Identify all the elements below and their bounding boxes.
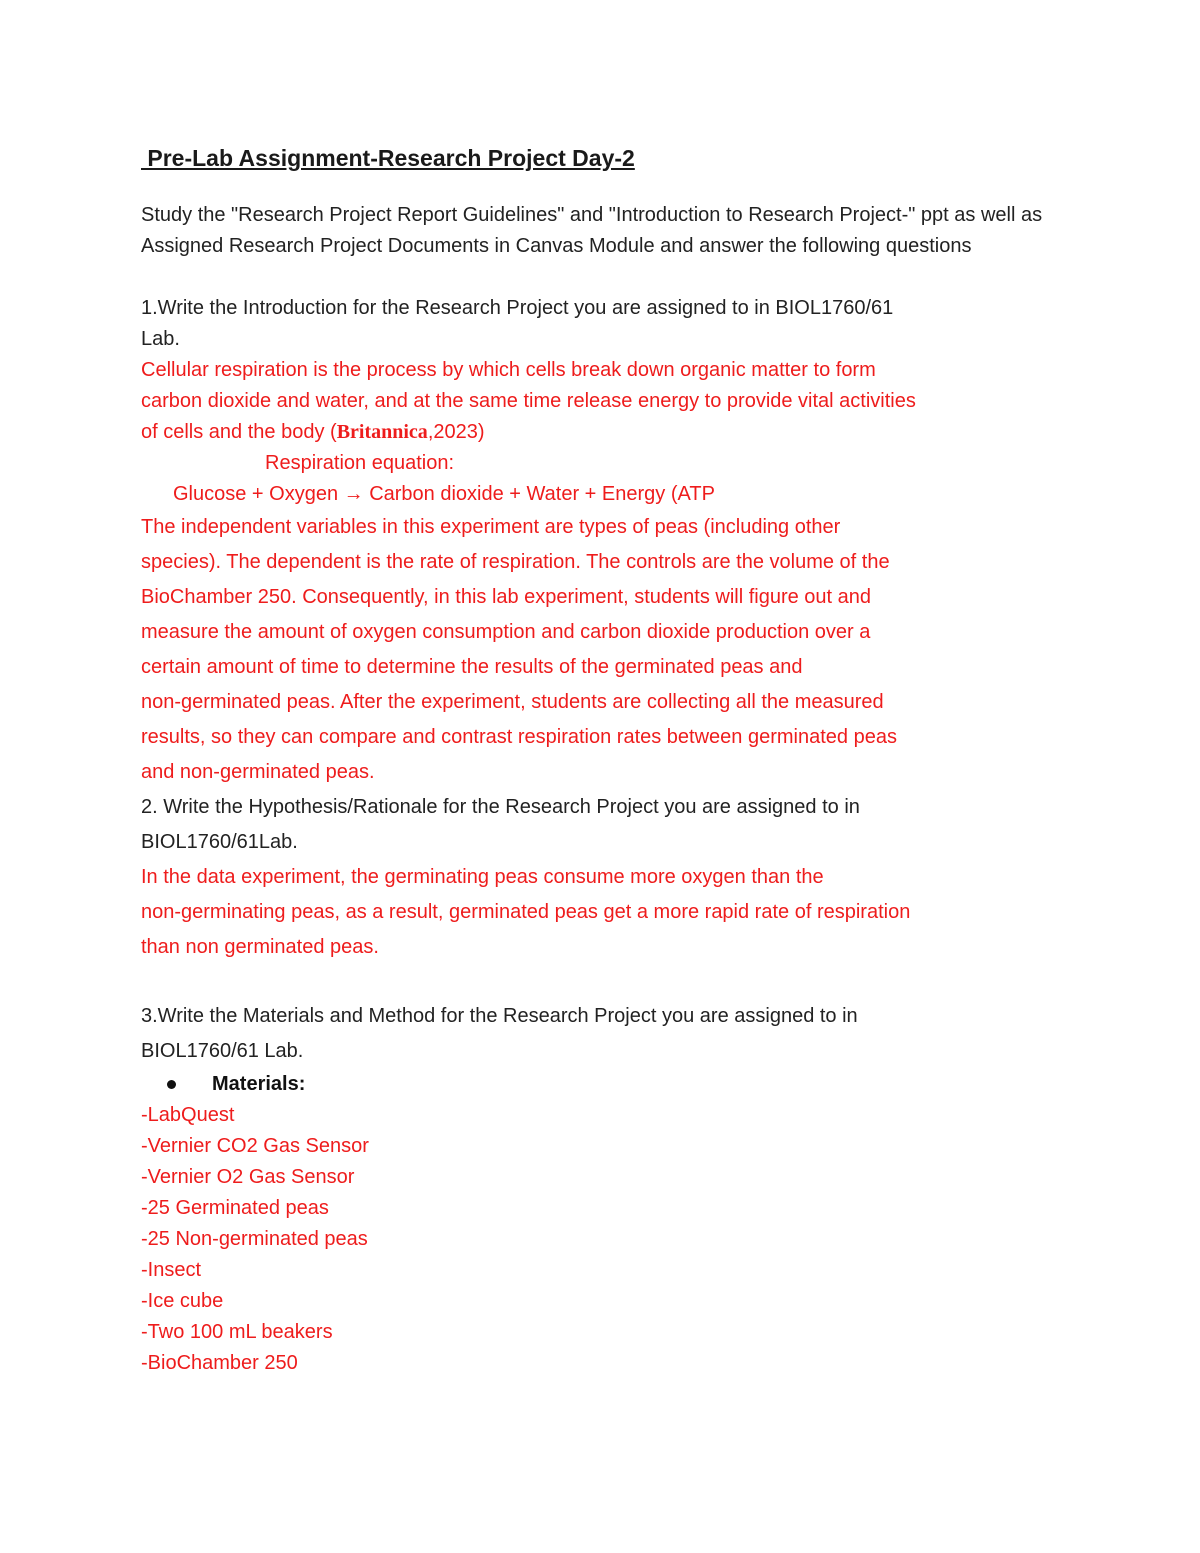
answer-1-p2-line: non-germinated peas. After the experiment, students are collecting all the measured — [141, 691, 884, 713]
answer-2-line: non-germinating peas, as a result, germinated peas get a more rapid rate of respiration — [141, 901, 911, 923]
material-item: -25 Non-germinated peas — [141, 1228, 368, 1250]
material-item: -BioChamber 250 — [141, 1352, 298, 1374]
material-item: -Vernier CO2 Gas Sensor — [141, 1135, 369, 1157]
answer-1-p2-line: certain amount of time to determine the results of the germinated peas and — [141, 656, 803, 678]
bullet-dot-icon — [167, 1080, 176, 1089]
material-item: -Ice cube — [141, 1290, 224, 1312]
question-1-line-1: 1.Write the Introduction for the Research Project you are assigned to in BIOL1760/61 — [141, 297, 894, 319]
material-item: -Vernier O2 Gas Sensor — [141, 1166, 355, 1188]
answer-1-p2-line: results, so they can compare and contrast respiration rates between germinated peas — [141, 726, 897, 748]
intro-instructions — [141, 200, 1200, 262]
answer-2-line: than non germinated peas. — [141, 936, 379, 958]
answer-1-p2-line: and non-germinated peas. — [141, 761, 375, 783]
question-1-line-2: Lab. — [141, 328, 180, 350]
question-2-line-1: 2. Write the Hypothesis/Rationale for the Research Project you are assigned to in — [141, 796, 860, 818]
material-item: -25 Germinated peas — [141, 1197, 329, 1219]
question-1 — [141, 293, 1200, 355]
question-2 — [141, 790, 1200, 860]
material-item: -Two 100 mL beakers — [141, 1321, 333, 1343]
answer-1-line-3-pre: of cells and the body ( — [141, 421, 337, 443]
material-item: -Insect — [141, 1259, 202, 1281]
answer-1-p2-line: measure the amount of oxygen consumption and carbon dioxide production over a — [141, 621, 871, 643]
question-3-line-1: 3.Write the Materials and Method for the Research Project you are assigned to in — [141, 1005, 858, 1027]
respiration-equation: Glucose + Oxygen → Carbon dioxide + Water + Energy (ATP — [173, 483, 715, 505]
materials-heading: Materials: — [212, 1073, 306, 1095]
answer-1-p2-line: BioChamber 250. Consequently, in this lab experiment, students will figure out and — [141, 586, 872, 608]
materials-list — [141, 1100, 1200, 1379]
question-3-line-2: BIOL1760/61 Lab. — [141, 1040, 304, 1062]
answer-1-line-1: Cellular respiration is the process by which cells break down organic matter to form — [141, 359, 876, 381]
answer-2-line: In the data experiment, the germinating peas consume more oxygen than the — [141, 866, 824, 888]
question-2-line-2: BIOL1760/61Lab. — [141, 831, 298, 853]
question-3 — [141, 999, 1200, 1069]
answer-1-p2-line: The independent variables in this experiment are types of peas (including other — [141, 516, 841, 538]
answer-1-line-3 — [141, 417, 1200, 448]
answer-1-line-2: carbon dioxide and water, and at the same time release energy to provide vital activities — [141, 390, 916, 412]
material-item: -LabQuest — [141, 1104, 235, 1126]
page-title: Pre-Lab Assignment-Research Project Day-2 — [141, 145, 635, 171]
intro-line-2: Assigned Research Project Documents in Canvas Module and answer the following questions — [141, 235, 972, 257]
materials-bullet — [167, 1069, 1200, 1100]
intro-line-1: Study the "Research Project Report Guidelines" and "Introduction to Research Project-" ppt as well as — [141, 204, 1043, 226]
citation-source: Britannica — [336, 421, 428, 443]
document-page — [141, 140, 1200, 1379]
answer-1-p2-line: species). The dependent is the rate of respiration. The controls are the volume of the — [141, 551, 890, 573]
answer-2 — [141, 860, 1200, 965]
answer-1-paragraph-2 — [141, 510, 1200, 790]
answer-1-line-3-post: ,2023) — [427, 421, 485, 443]
equation-label: Respiration equation: — [265, 452, 455, 474]
answer-1-paragraph-1 — [141, 355, 1200, 510]
